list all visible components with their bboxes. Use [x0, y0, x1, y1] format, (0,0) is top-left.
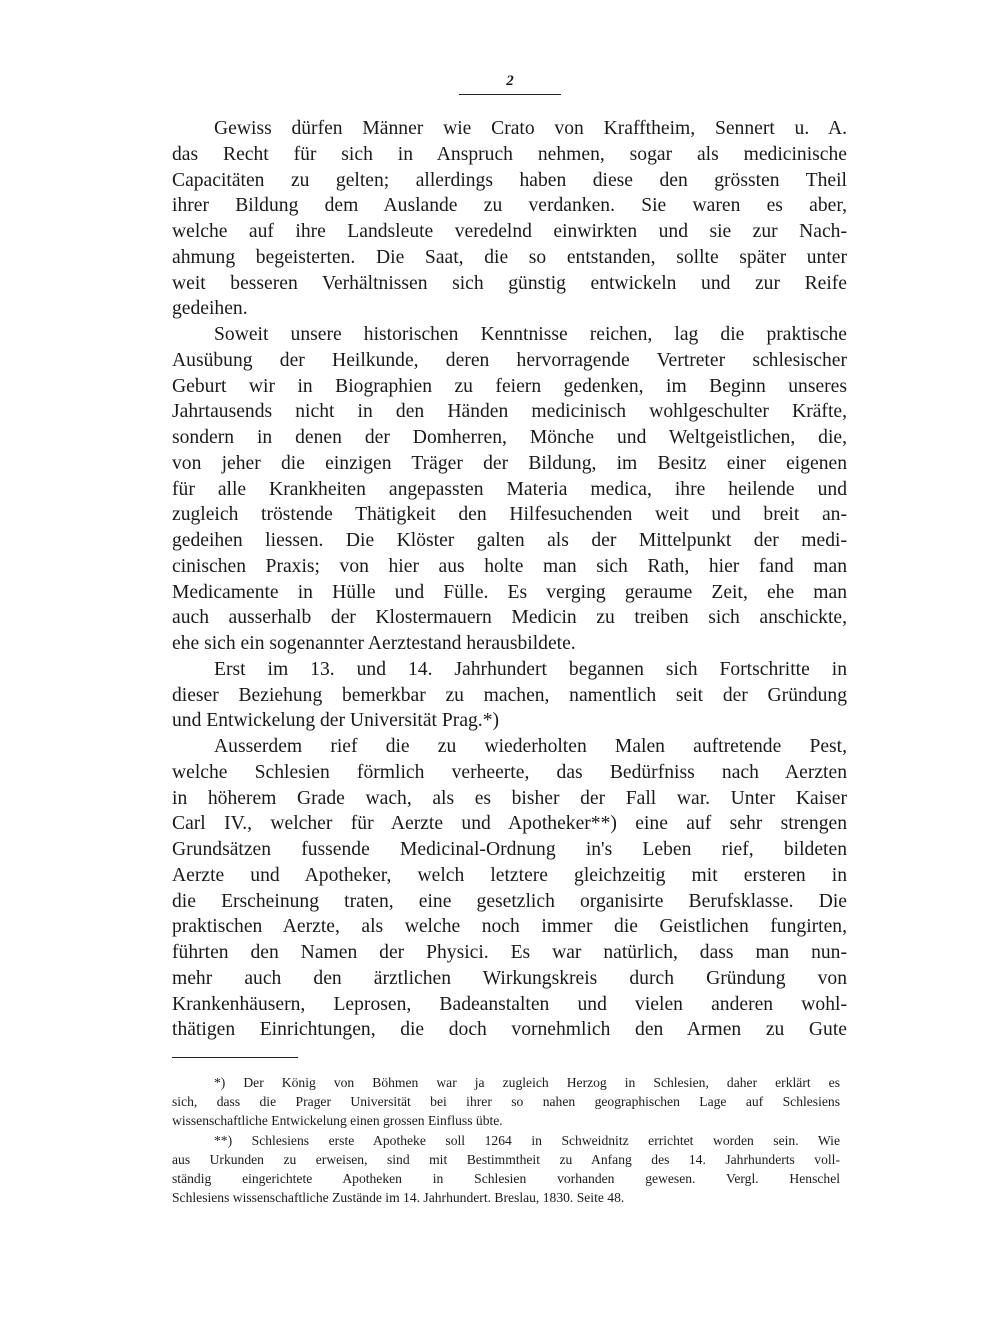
text-line: zugleich tröstende Thätigkeit den Hilfesuchenden weit und breit an- — [172, 504, 847, 526]
paragraph — [172, 116, 847, 322]
text-line: und Entwickelung der Universität Prag.*) — [172, 710, 500, 732]
text-line: Medicamente in Hülle und Fülle. Es verging geraume Zeit, ehe man — [172, 581, 847, 603]
text-line: Ausübung der Heilkunde, deren hervorragende Vertreter schlesischer — [172, 349, 847, 371]
footnote-line: Schlesiens wissenschaftliche Zustände im 14. Jahrhundert. Breslau, 1830. Seite 48. — [172, 1190, 625, 1206]
footnote-separator — [172, 1057, 298, 1058]
body-text — [172, 116, 847, 1043]
text-line: thätigen Einrichtungen, die doch vornehmlich den Armen zu Gute — [172, 1019, 847, 1041]
page-number-rule — [459, 94, 561, 95]
footnote-line: wissenschaftliche Entwickelung einen grossen Einfluss übte. — [172, 1113, 503, 1129]
footnote — [172, 1073, 840, 1131]
footnote-line: aus Urkunden zu erweisen, sind mit Bestimmtheit zu Anfang des 14. Jahrhunderts voll- — [172, 1151, 840, 1167]
text-line: Krankenhäusern, Leprosen, Badeanstalten und vielen anderen wohl- — [172, 993, 847, 1015]
footnote-line: ständig eingerichtete Apotheken in Schlesien vorhanden gewesen. Vergl. Henschel — [172, 1170, 840, 1186]
text-line: mehr auch den ärztlichen Wirkungskreis durch Gründung von — [172, 967, 847, 989]
footnote-line: *) Der König von Böhmen war ja zugleich Herzog in Schlesien, daher erklärt es — [214, 1075, 840, 1090]
text-line: ahmung begeisterten. Die Saat, die so entstanden, sollte später unter — [172, 246, 847, 268]
text-line: praktischen Aerzte, als welche noch immer die Geistlichen fungirten, — [172, 916, 847, 938]
paragraph — [172, 322, 847, 657]
paragraph — [172, 734, 847, 1043]
text-line: Jahrtausends nicht in den Händen medicinisch wohlgeschulter Kräfte, — [172, 401, 847, 423]
text-line: cinischen Praxis; von hier aus holte man sich Rath, hier fand man — [172, 555, 847, 577]
footnotes — [172, 1073, 840, 1207]
page-number: 2 — [506, 73, 514, 89]
text-line: weit besseren Verhältnissen sich günstig entwickeln und zur Reife — [172, 272, 847, 294]
text-line: in höherem Grade wach, als es bisher der Fall war. Unter Kaiser — [172, 787, 847, 809]
text-line: Ausserdem rief die zu wiederholten Malen auftretende Pest, — [214, 736, 847, 757]
text-line: Geburt wir in Biographien zu feiern gedenken, im Beginn unseres — [172, 375, 847, 397]
text-line: das Recht für sich in Anspruch nehmen, sogar als medicinische — [172, 143, 847, 165]
text-line: welche Schlesien förmlich verheerte, das Bedürfniss nach Aerzten — [172, 761, 847, 783]
text-line: auch ausserhalb der Klostermauern Medicin zu treiben sich anschickte, — [172, 607, 847, 629]
text-line: welche auf ihre Landsleute veredelnd einwirkten und sie zur Nach- — [172, 221, 847, 242]
text-line: sondern in denen der Domherren, Mönche und Weltgeistlichen, die, — [172, 427, 847, 448]
text-line: Erst im 13. und 14. Jahrhundert begannen sich Fortschritte in — [214, 658, 847, 680]
footnote-line: **) Schlesiens erste Apotheke soll 1264 in Schweidnitz errichtet worden sein. Wie — [214, 1132, 840, 1148]
text-line: ehe sich ein sogenannter Aerztestand herausbildete. — [172, 633, 576, 654]
text-line: Aerzte und Apotheker, welch letztere gleichzeitig mit ersteren in — [172, 864, 847, 886]
text-line: ihrer Bildung dem Auslande zu verdanken. Sie waren es aber, — [172, 195, 847, 217]
text-line: gedeihen liessen. Die Klöster galten als der Mittelpunkt der medi- — [172, 530, 847, 551]
text-line: Carl IV., welcher für Aerzte und Apotheker**) eine auf sehr strengen — [172, 813, 847, 835]
text-line: Gewiss dürfen Männer wie Crato von Krafftheim, Sennert u. A. — [214, 118, 847, 139]
text-line: Grundsätzen fussende Medicinal-Ordnung in's Leben rief, bildeten — [172, 839, 847, 860]
text-line: von jeher die einzigen Träger der Bildung, im Besitz einer eigenen — [172, 452, 847, 474]
text-line: gedeihen. — [172, 298, 248, 320]
text-line: dieser Beziehung bemerkbar zu machen, namentlich seit der Gründung — [172, 684, 847, 706]
text-line: für alle Krankheiten angepassten Materia medica, ihre heilende und — [172, 478, 847, 500]
footnote — [172, 1131, 840, 1208]
footnote-line: sich, dass die Prager Universität bei ihrer so nahen geographischen Lage auf Schlesiens — [172, 1094, 840, 1110]
text-line: Capacitäten zu gelten; allerdings haben diese den grössten Theil — [172, 169, 847, 191]
text-line: Soweit unsere historischen Kenntnisse reichen, lag die praktische — [214, 324, 847, 345]
text-line: führten den Namen der Physici. Es war natürlich, dass man nun- — [172, 942, 847, 963]
paragraph — [172, 657, 847, 734]
text-line: die Erscheinung traten, eine gesetzlich organisirte Berufsklasse. Die — [172, 890, 847, 912]
